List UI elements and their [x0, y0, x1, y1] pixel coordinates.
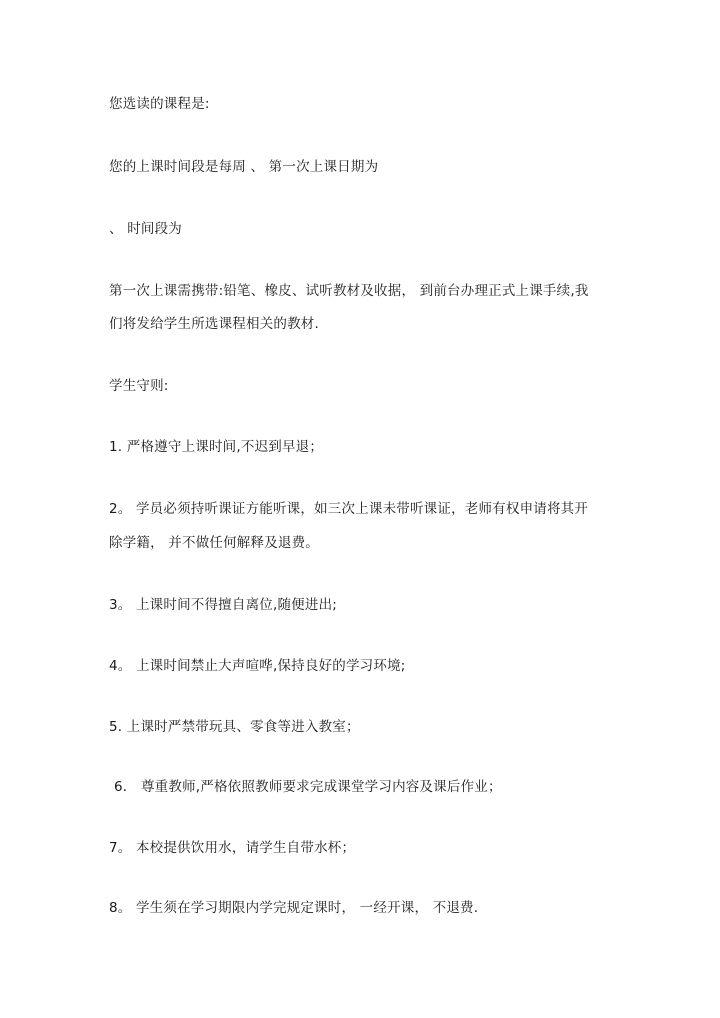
rule-3: 3。 上课时间不得擅自离位,随便进出; [109, 597, 338, 613]
bring-items-line-1: 第一次上课需携带:铅笔、橡皮、试听教材及收据， 到前台办理正式上课手续,我 [109, 283, 589, 299]
rule-2-line-2: 除学籍， 并不做任何解释及退费。 [109, 535, 319, 551]
rules-heading: 学生守则: [109, 378, 169, 394]
rule-7: 7。 本校提供饮用水，请学生自带水杯； [109, 840, 356, 856]
rule-2-line-1: 2。 学员必须持听课证方能听课，如三次上课未带听课证，老师有权申请将其开 [109, 501, 589, 517]
rule-8: 8。 学生须在学习期限内学完规定课时， 一经开课， 不退费. [109, 900, 479, 916]
bring-items-line-2: 们将发给学生所选课程相关的教材. [109, 316, 319, 332]
rule-6: 6． 尊重教师,严格依照教师要求完成课堂学习内容及课后作业； [114, 779, 502, 795]
rule-5: 5. 上课时严禁带玩具、零食等进入教室； [109, 719, 360, 735]
rule-1: 1. 严格遵守上课时间,不迟到早退； [109, 439, 324, 455]
course-line: 您选读的课程是: [109, 96, 210, 112]
schedule-line: 您的上课时间段是每周 、 第一次上课日期为 [109, 159, 379, 175]
rule-4: 4。 上课时间禁止大声喧哗,保持良好的学习环境; [109, 658, 406, 674]
time-slot-line: 、 时间段为 [109, 221, 182, 237]
